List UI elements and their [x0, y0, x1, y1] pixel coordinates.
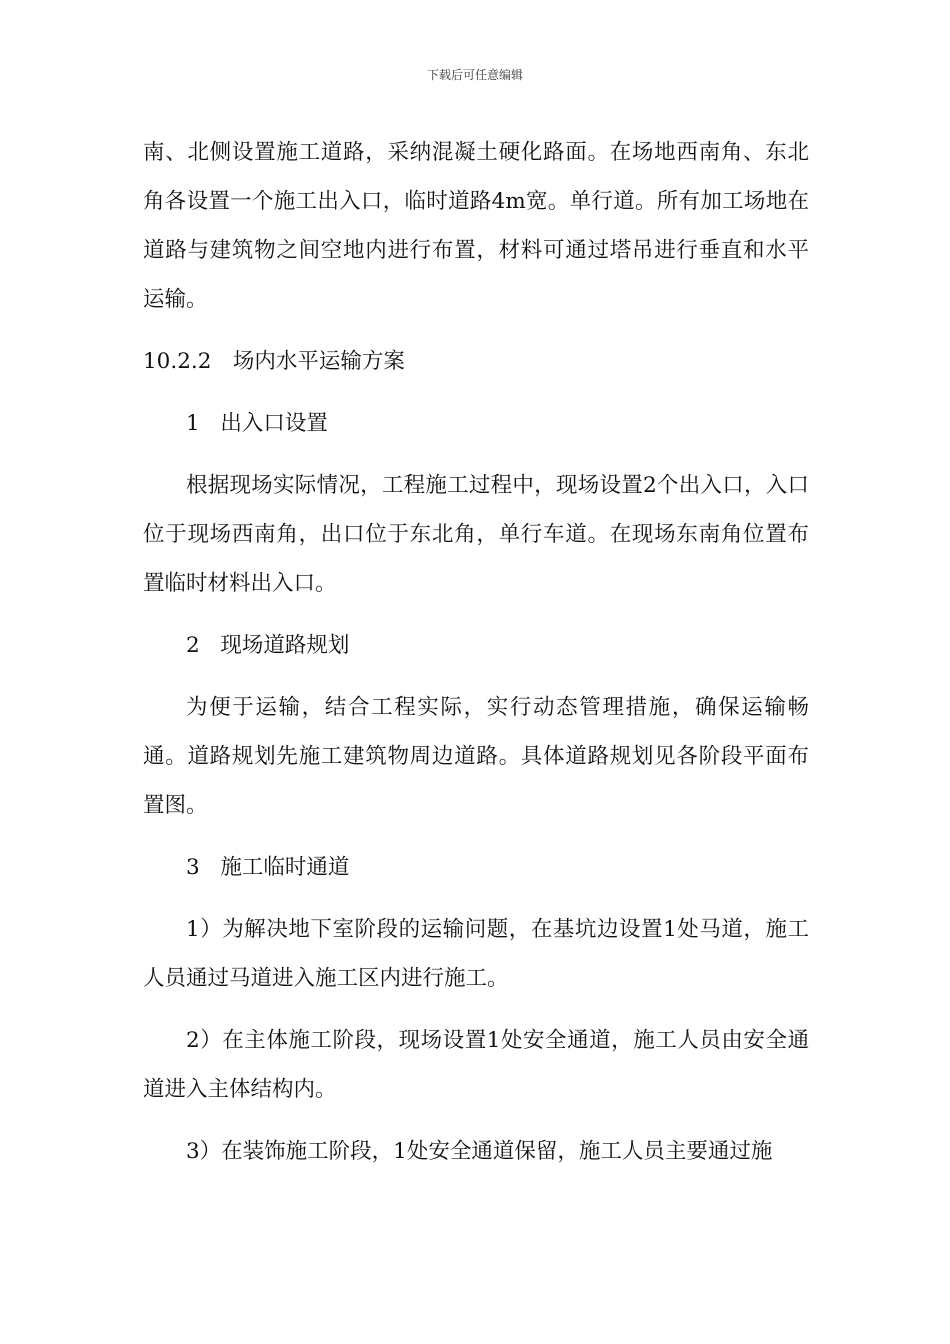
document-body: [143, 128, 809, 1189]
item-title: 现场道路规划: [220, 633, 350, 658]
paragraph-entrances: 根据现场实际情况，工程施工过程中，现场设置2个出入口，入口位于现场西南角，出口位于东北角，单行车道。在现场东南角位置布置临时材料出入口。: [143, 473, 809, 596]
item-title: 出入口设置: [220, 411, 328, 436]
item-number: 1: [186, 411, 200, 436]
paragraph-passage-2: 2）在主体施工阶段，现场设置1处安全通道，施工人员由安全通道进入主体结构内。: [143, 1028, 809, 1102]
section-title: 场内水平运输方案: [232, 349, 405, 374]
section-heading: [143, 337, 809, 386]
item-heading-3: [143, 843, 809, 892]
item-title: 施工临时通道: [220, 855, 350, 880]
item-number: 2: [186, 633, 200, 658]
page-header: 下载后可任意编辑: [426, 68, 523, 82]
section-number: 10.2.2: [143, 349, 212, 374]
paragraph-road-planning: 为便于运输，结合工程实际，实行动态管理措施，确保运输畅通。道路规划先施工建筑物周边道路。具体道路规划见各阶段平面布置图。: [143, 695, 809, 818]
paragraph-site-roads: 南、北侧设置施工道路，采纳混凝土硬化路面。在场地西南角、东北角各设置一个施工出入口，临时道路4m宽。单行道。所有加工场地在道路与建筑物之间空地内进行布置，材料可通过塔吊进行垂直和水平运输。: [143, 140, 809, 312]
paragraph-passage-3: 3）在装饰施工阶段，1处安全通道保留，施工人员主要通过施: [186, 1139, 773, 1164]
item-heading-1: [143, 399, 809, 448]
item-heading-2: [143, 621, 809, 670]
paragraph-passage-1: 1）为解决地下室阶段的运输问题，在基坑边设置1处马道，施工人员通过马道进入施工区内进行施工。: [143, 917, 809, 991]
item-number: 3: [186, 855, 200, 880]
